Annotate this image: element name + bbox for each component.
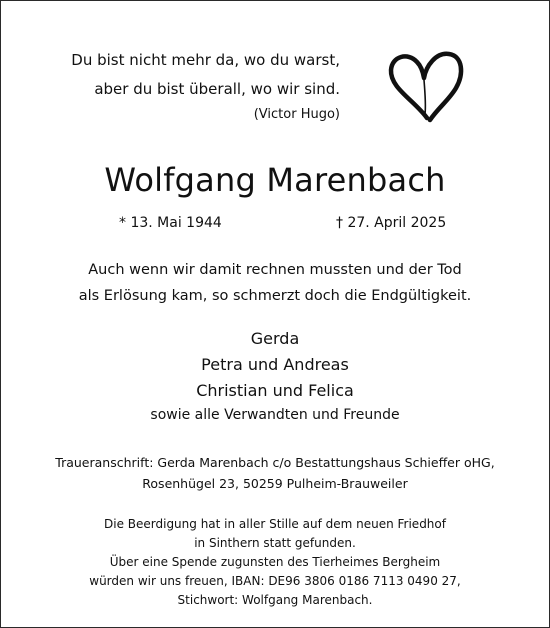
death-date: † 27. April 2025 (336, 215, 447, 231)
mourning-address (0, 452, 550, 494)
birth-date: * 13. Mai 1944 (119, 215, 222, 231)
mourner-name: Petra und Andreas (201, 355, 349, 374)
donation-line-2: würden wir uns freuen, IBAN: DE96 3806 0186 7113 0490 27, (89, 574, 461, 588)
funeral-line-2: in Sinthern statt gefunden. (194, 536, 356, 550)
message-line-1: Auch wenn wir damit rechnen mussten und der Tod (88, 262, 462, 278)
quote-line-1: Du bist nicht mehr da, wo du warst, (71, 51, 340, 69)
mourning-message (0, 257, 550, 309)
donation-line-3: Stichwort: Wolfgang Marenbach. (177, 593, 373, 607)
funeral-line-1: Die Beerdigung hat in aller Stille auf dem neuen Friedhof (104, 517, 446, 531)
mourner-name: Christian und Felica (196, 381, 354, 400)
quote-line-2: aber du bist überall, wo wir sind. (94, 80, 340, 98)
relatives-line: sowie alle Verwandten und Freunde (150, 407, 400, 423)
funeral-info (0, 515, 550, 610)
quote-author: (Victor Hugo) (253, 107, 340, 122)
address-line-2: Rosenhügel 23, 50259 Pulheim-Brauweiler (142, 476, 408, 491)
deceased-name: Wolfgang Marenbach (104, 161, 446, 199)
address-line-1: Traueranschrift: Gerda Marenbach c/o Bestattungshaus Schieffer oHG, (55, 455, 495, 470)
message-line-2: als Erlösung kam, so schmerzt doch die Endgültigkeit. (78, 288, 472, 304)
heart-icon (386, 48, 466, 124)
mourner-name: Gerda (250, 329, 300, 348)
donation-line-1: Über eine Spende zugunsten des Tierheimes Bergheim (109, 555, 441, 569)
quote-block (60, 46, 340, 126)
mourners-list (0, 326, 550, 404)
